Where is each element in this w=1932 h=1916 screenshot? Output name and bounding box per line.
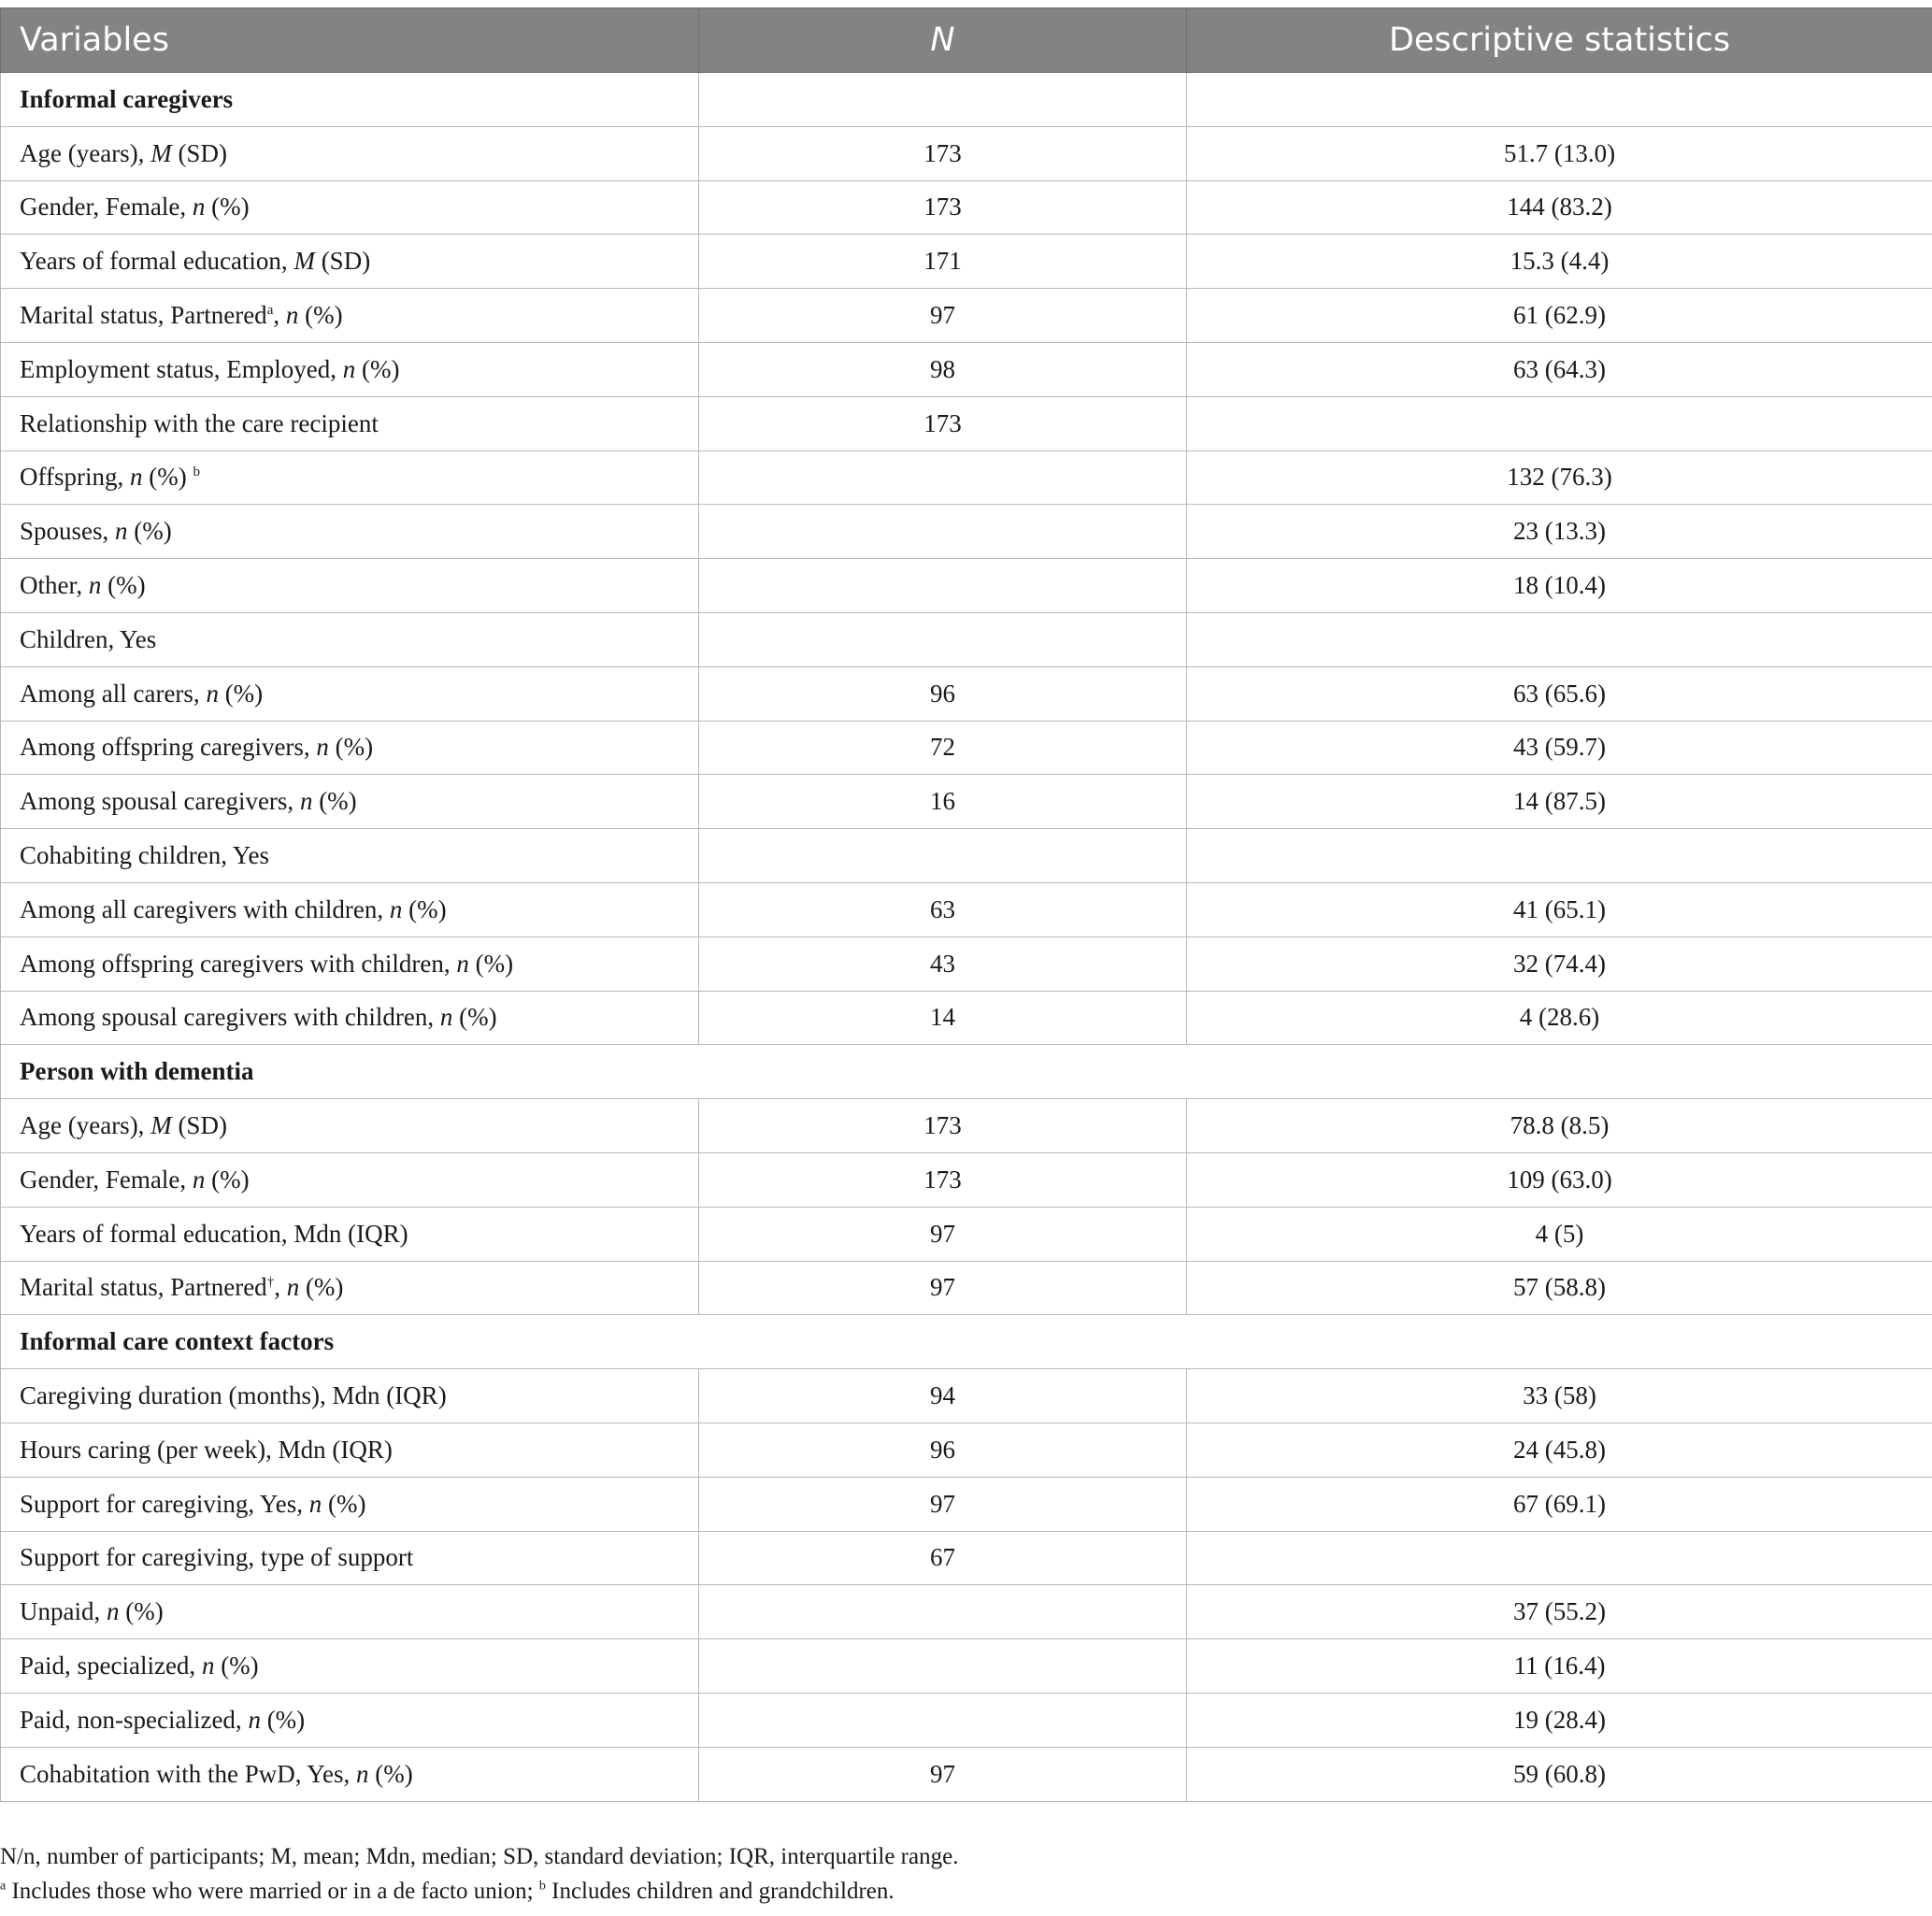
table-row — [1, 721, 1932, 775]
variable-cell — [1, 882, 699, 937]
table-row — [1, 450, 1932, 505]
statistic-cell — [1187, 829, 1932, 883]
variable-cell — [1, 235, 699, 289]
statistic-symbol: n — [389, 894, 403, 923]
variable-label: Employment status, Employed, — [20, 354, 343, 383]
statistic-symbol: n — [299, 787, 313, 816]
n-cell — [699, 559, 1187, 613]
variable-label: Among spousal caregivers with children, — [20, 1003, 440, 1032]
variable-cell — [1, 1639, 699, 1694]
variable-label-suffix: (%) — [368, 1759, 413, 1788]
variable-label: Other, — [20, 571, 89, 600]
n-cell — [699, 1585, 1187, 1639]
footnote-markers — [0, 1874, 1932, 1909]
variable-cell — [1, 991, 699, 1045]
statistic-symbol: n — [248, 1705, 261, 1734]
variable-label-suffix: (%) — [205, 1165, 250, 1194]
variable-label-suffix: (SD) — [314, 247, 371, 276]
variable-label-suffix: (SD) — [171, 1111, 227, 1140]
n-cell: 98 — [699, 342, 1187, 396]
statistic-symbol: n — [192, 1165, 206, 1194]
statistic-cell: 11 (16.4) — [1187, 1639, 1932, 1694]
variable-label: Age (years), — [20, 1111, 151, 1140]
variable-label: Spouses, — [20, 517, 116, 546]
variable-label: Support for caregiving, Yes, — [20, 1489, 309, 1518]
statistic-symbol: M — [150, 1111, 172, 1140]
statistic-cell: 78.8 (8.5) — [1187, 1099, 1932, 1153]
n-cell — [699, 450, 1187, 505]
statistic-cell — [1187, 612, 1932, 666]
n-cell: 173 — [699, 1152, 1187, 1207]
statistic-symbol: n — [439, 1003, 453, 1032]
variable-cell — [1, 289, 699, 343]
variable-cell — [1, 559, 699, 613]
n-cell — [699, 1693, 1187, 1747]
variable-cell — [1, 505, 699, 559]
variable-cell — [1, 1477, 699, 1531]
statistic-symbol: M — [293, 247, 315, 276]
n-cell: 173 — [699, 180, 1187, 235]
footnote-a-mark: a — [0, 1879, 7, 1894]
statistic-cell: 32 (74.4) — [1187, 937, 1932, 991]
statistic-cell: 109 (63.0) — [1187, 1152, 1932, 1207]
variable-label: Caregiving duration (months), Mdn (IQR) — [20, 1381, 447, 1410]
statistic-cell: 67 (69.1) — [1187, 1477, 1932, 1531]
statistic-cell: 4 (28.6) — [1187, 991, 1932, 1045]
variable-label: Among spousal caregivers, — [20, 787, 300, 816]
variable-label: Marital status, Partnered — [20, 301, 267, 330]
header-n: N — [699, 8, 1187, 73]
statistic-cell — [1187, 1531, 1932, 1585]
footnote-a-text: Includes those who were married or in a de facto union; — [6, 1879, 539, 1904]
statistic-cell: 14 (87.5) — [1187, 775, 1932, 829]
statistic-cell: 144 (83.2) — [1187, 180, 1932, 235]
section-empty-cell — [699, 1315, 1187, 1369]
variable-label: Cohabiting children, Yes — [20, 841, 269, 870]
variable-cell — [1, 775, 699, 829]
variable-label-suffix: (%) — [312, 787, 357, 816]
table-row — [1, 235, 1932, 289]
variable-label: Children, Yes — [20, 624, 157, 653]
statistic-cell: 63 (65.6) — [1187, 666, 1932, 721]
n-cell: 72 — [699, 721, 1187, 775]
variable-cell — [1, 396, 699, 450]
statistic-cell: 19 (28.4) — [1187, 1693, 1932, 1747]
table-header-row — [1, 8, 1932, 73]
statistic-cell: 24 (45.8) — [1187, 1423, 1932, 1477]
table-row — [1, 937, 1932, 991]
n-cell: 97 — [699, 1207, 1187, 1261]
variable-label-suffix: (%) — [328, 733, 374, 762]
variable-label: Support for caregiving, type of support — [20, 1543, 414, 1572]
statistic-cell: 23 (13.3) — [1187, 505, 1932, 559]
table-row — [1, 775, 1932, 829]
table-row — [1, 180, 1932, 235]
variable-label: Gender, Female, — [20, 1165, 193, 1194]
statistic-symbol: n — [342, 354, 356, 383]
table-row — [1, 1152, 1932, 1207]
statistic-symbol: n — [308, 1489, 322, 1518]
variable-label-suffix: (%) — [468, 949, 514, 978]
variable-label-suffix: (%) — [101, 571, 146, 600]
table-row — [1, 1531, 1932, 1585]
table-body — [1, 73, 1932, 1802]
table-row — [1, 612, 1932, 666]
section-empty-cell — [699, 1045, 1187, 1099]
variable-label-suffix: (%) — [355, 354, 400, 383]
statistic-symbol: n — [115, 517, 128, 546]
statistic-symbol: n — [192, 193, 206, 222]
statistic-symbol: n — [206, 679, 219, 708]
table-row — [1, 505, 1932, 559]
variable-cell — [1, 1693, 699, 1747]
table-row — [1, 1369, 1932, 1423]
footnote-abbreviations: N/n, number of participants; M, mean; Mdn, median; SD, standard deviation; IQR, interquartile range. — [0, 1844, 959, 1869]
table-row — [1, 289, 1932, 343]
variable-label-suffix: (%) — [218, 679, 264, 708]
variable-label-suffix: (%) — [452, 1003, 497, 1032]
footnote-marker: † — [266, 1275, 275, 1291]
table-row — [1, 1423, 1932, 1477]
statistic-cell: 43 (59.7) — [1187, 721, 1932, 775]
n-cell: 97 — [699, 1747, 1187, 1801]
footnote-b-text: Includes children and grandchildren. — [545, 1879, 894, 1904]
variable-label: Among offspring caregivers, — [20, 733, 317, 762]
statistic-cell: 18 (10.4) — [1187, 559, 1932, 613]
n-cell: 16 — [699, 775, 1187, 829]
n-cell — [699, 829, 1187, 883]
statistic-symbol: n — [130, 463, 143, 492]
variable-cell — [1, 126, 699, 180]
table-row — [1, 396, 1932, 450]
variable-cell — [1, 666, 699, 721]
section-header-row — [1, 73, 1932, 127]
variable-label: Age (years), — [20, 138, 151, 167]
statistic-cell: 57 (58.8) — [1187, 1261, 1932, 1315]
table-row — [1, 991, 1932, 1045]
variable-cell — [1, 1152, 699, 1207]
variable-label: Years of formal education, — [20, 247, 294, 276]
table-row — [1, 342, 1932, 396]
variable-cell — [1, 180, 699, 235]
statistic-cell: 41 (65.1) — [1187, 882, 1932, 937]
footnote-b-mark: b — [538, 1879, 546, 1894]
variable-label-suffix: (%) — [205, 193, 250, 222]
statistic-cell: 132 (76.3) — [1187, 450, 1932, 505]
table-row — [1, 559, 1932, 613]
variable-label: Among all carers, — [20, 679, 207, 708]
descriptive-statistics-table — [0, 7, 1932, 1802]
statistic-symbol: n — [356, 1759, 369, 1788]
n-cell: 171 — [699, 235, 1187, 289]
section-empty-cell — [1187, 1315, 1932, 1369]
variable-label: Among all caregivers with children, — [20, 894, 390, 923]
n-cell: 94 — [699, 1369, 1187, 1423]
statistic-cell: 51.7 (13.0) — [1187, 126, 1932, 180]
variable-label-suffix: (%) — [260, 1705, 306, 1734]
variable-cell — [1, 721, 699, 775]
variable-cell — [1, 1369, 699, 1423]
n-cell: 173 — [699, 1099, 1187, 1153]
n-cell: 173 — [699, 126, 1187, 180]
variable-label: Cohabitation with the PwD, Yes, — [20, 1759, 357, 1788]
statistic-symbol: n — [201, 1651, 215, 1680]
section-empty-cell — [1187, 73, 1932, 127]
statistic-cell: 63 (64.3) — [1187, 342, 1932, 396]
statistic-symbol: n — [106, 1597, 120, 1626]
variable-label-suffix: (SD) — [171, 138, 227, 167]
variable-cell — [1, 937, 699, 991]
variable-cell — [1, 1747, 699, 1801]
table-footnotes — [0, 1839, 1932, 1909]
variable-label: Unpaid, — [20, 1597, 107, 1626]
variable-label: Among offspring caregivers with children, — [20, 949, 457, 978]
footnote-marker: b — [193, 465, 200, 480]
n-cell: 97 — [699, 1261, 1187, 1315]
variable-label: Relationship with the care recipient — [20, 408, 379, 437]
n-cell: 96 — [699, 1423, 1187, 1477]
n-cell: 97 — [699, 289, 1187, 343]
section-label: Person with dementia — [1, 1045, 699, 1099]
n-cell: 67 — [699, 1531, 1187, 1585]
variable-cell — [1, 612, 699, 666]
variable-cell — [1, 450, 699, 505]
statistic-cell: 59 (60.8) — [1187, 1747, 1932, 1801]
statistic-cell: 61 (62.9) — [1187, 289, 1932, 343]
statistic-symbol: n — [316, 733, 329, 762]
table-row — [1, 1207, 1932, 1261]
statistic-cell: 37 (55.2) — [1187, 1585, 1932, 1639]
n-cell: 96 — [699, 666, 1187, 721]
variable-label-separator: , — [273, 301, 286, 330]
table-row — [1, 882, 1932, 937]
section-label: Informal caregivers — [1, 73, 699, 127]
variable-cell — [1, 829, 699, 883]
variable-label: Paid, non-specialized, — [20, 1705, 249, 1734]
table-row — [1, 126, 1932, 180]
section-header-row — [1, 1315, 1932, 1369]
section-label: Informal care context factors — [1, 1315, 699, 1369]
statistic-symbol: n — [286, 1273, 300, 1302]
variable-label-suffix: (%) — [402, 894, 447, 923]
variable-label-suffix: (%) — [299, 1273, 344, 1302]
table-row — [1, 1639, 1932, 1694]
statistic-symbol: n — [456, 949, 469, 978]
section-empty-cell — [699, 73, 1187, 127]
variable-cell — [1, 342, 699, 396]
variable-label-suffix: (%) — [298, 301, 343, 330]
n-cell: 63 — [699, 882, 1187, 937]
variable-cell — [1, 1585, 699, 1639]
variable-label-suffix: (%) — [322, 1489, 366, 1518]
table-row — [1, 1693, 1932, 1747]
n-cell: 97 — [699, 1477, 1187, 1531]
statistic-symbol: n — [88, 571, 102, 600]
variable-label: Hours caring (per week), Mdn (IQR) — [20, 1435, 393, 1464]
table-row — [1, 1585, 1932, 1639]
variable-label: Marital status, Partnered — [20, 1273, 267, 1302]
variable-cell — [1, 1207, 699, 1261]
table-row — [1, 1261, 1932, 1315]
variable-label: Gender, Female, — [20, 193, 193, 222]
statistic-cell: 15.3 (4.4) — [1187, 235, 1932, 289]
table-row — [1, 1099, 1932, 1153]
variable-label-separator: , — [274, 1273, 287, 1302]
variable-label-suffix: (%) — [142, 463, 193, 492]
table-row — [1, 666, 1932, 721]
footnote-marker: a — [266, 303, 274, 319]
section-empty-cell — [1187, 1045, 1932, 1099]
variable-cell — [1, 1099, 699, 1153]
n-cell: 14 — [699, 991, 1187, 1045]
table-row — [1, 829, 1932, 883]
statistic-symbol: n — [285, 301, 299, 330]
section-header-row — [1, 1045, 1932, 1099]
header-variables: Variables — [1, 8, 699, 73]
variable-label-suffix: (%) — [127, 517, 172, 546]
statistic-cell — [1187, 396, 1932, 450]
variable-cell — [1, 1261, 699, 1315]
header-descriptive-statistics: Descriptive statistics — [1187, 8, 1932, 73]
variable-label: Paid, specialized, — [20, 1651, 202, 1680]
variable-cell — [1, 1531, 699, 1585]
table-row — [1, 1747, 1932, 1801]
variable-label: Years of formal education, Mdn (IQR) — [20, 1219, 408, 1248]
statistic-cell: 33 (58) — [1187, 1369, 1932, 1423]
statistic-cell: 4 (5) — [1187, 1207, 1932, 1261]
statistic-symbol: M — [150, 138, 172, 167]
variable-cell — [1, 1423, 699, 1477]
variable-label-suffix: (%) — [214, 1651, 259, 1680]
n-cell: 173 — [699, 396, 1187, 450]
n-cell — [699, 1639, 1187, 1694]
n-cell — [699, 612, 1187, 666]
n-cell: 43 — [699, 937, 1187, 991]
n-cell — [699, 505, 1187, 559]
variable-label-suffix: (%) — [119, 1597, 164, 1626]
variable-label: Offspring, — [20, 463, 130, 492]
table-row — [1, 1477, 1932, 1531]
